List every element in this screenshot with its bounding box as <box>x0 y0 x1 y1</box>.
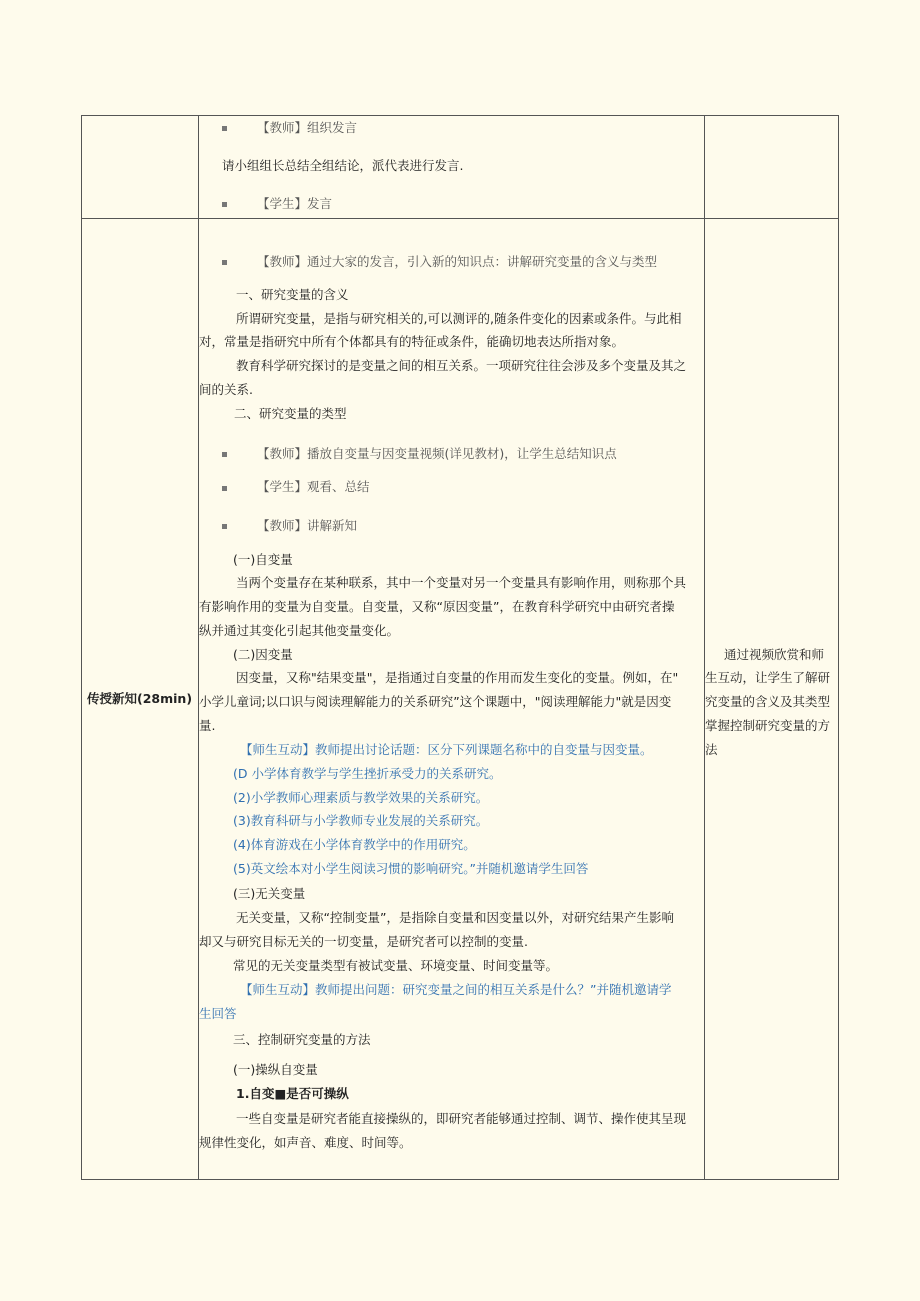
goal-text: 法 <box>705 742 718 757</box>
content-line: 有影响作用的变量为自变量。自变量，又称“原因变量”，在教育科学研究中由研究者操 <box>199 599 675 614</box>
topic-item: (4)体育游戏在小学体育教学中的作用研究。 <box>233 837 476 852</box>
bullet-icon <box>222 452 227 457</box>
column-divider-2 <box>704 115 705 1180</box>
goal-text: 究变量的含义及其类型 <box>705 694 831 709</box>
bullet-icon <box>222 202 227 207</box>
content-line: 【学生】观看、总结 <box>257 479 370 494</box>
content-line: 小学儿童词;以口识与阅读理解能力的关系研究”这个课题中，"阅读理解能力"就是因变 <box>199 694 672 709</box>
goal-text: 通过视频欣赏和师 <box>724 647 825 662</box>
teacher-organize: 【教师】组织发言 <box>257 120 358 135</box>
content-line: 对，常量是指研究中所有个体都具有的特征或条件，能确切地表达所指对象。 <box>199 334 625 349</box>
bullet-icon <box>222 260 227 265</box>
content-line: 【教师】讲解新知 <box>257 518 358 533</box>
bullet-icon <box>222 126 227 131</box>
goal-text: 掌握控制研究变量的方 <box>705 718 831 733</box>
bullet-icon <box>222 524 227 529</box>
content-line: 无关变量，又称“控制变量”，是指除自变量和因变量以外，对研究结果产生影响 <box>236 910 674 925</box>
topic-item: (D 小学体育教学与学生挫折承受力的关系研究。 <box>233 766 502 781</box>
row-divider <box>81 218 839 219</box>
content-line: 【教师】播放自变量与因变量视频(详见教材)，让学生总结知识点 <box>257 446 617 461</box>
content-heading: 一、研究变量的含义 <box>236 287 349 302</box>
content-heading: (三)无关变量 <box>233 886 306 901</box>
content-line: 因变量，又称"结果变量"，是指通过自变量的作用而发生变化的变量。例如，在" <box>236 670 679 685</box>
interaction-line: 生回答 <box>199 1006 237 1021</box>
content-heading: (一)操纵自变量 <box>233 1062 318 1077</box>
content-heading: 三、控制研究变量的方法 <box>233 1032 371 1047</box>
content-line: 纵并通过其变化引起其他变量变化。 <box>199 623 400 638</box>
interaction-line: 【师生互动】教师提出讨论话题：区分下列课题名称中的自变量与因变量。 <box>240 742 653 757</box>
content-line: 规律性变化，如声音、难度、时间等。 <box>199 1135 412 1150</box>
content-line: 【教师】通过大家的发言，引入新的知识点：讲解研究变量的含义与类型 <box>257 254 658 269</box>
content-heading: 二、研究变量的类型 <box>234 406 347 421</box>
content-line: 量. <box>199 718 216 733</box>
content-line: 所谓研究变量，是指与研究相关的,可以测评的,随条件变化的因素或条件。与此相 <box>236 311 682 326</box>
interaction-line: 【师生互动】教师提出问题：研究变量之间的相互关系是什么？”并随机邀请学 <box>240 982 672 997</box>
content-heading: (二)因变量 <box>233 647 293 662</box>
topic-item: (2)小学教师心理素质与教学效果的关系研究。 <box>233 790 489 805</box>
goal-text: 生互动，让学生了解研 <box>705 670 831 685</box>
content-heading: (一)自变量 <box>233 552 293 567</box>
bullet-icon <box>222 486 227 491</box>
content-line: 教育科学研究探讨的是变量之间的相互关系。一项研究往往会涉及多个变量及其之 <box>236 358 687 373</box>
content-subheading: 1.自变■是否可操纵 <box>236 1086 349 1101</box>
content-line: 常见的无关变量类型有被试变量、环境变量、时间变量等。 <box>233 958 559 973</box>
topic-item: (3)教育科研与小学教师专业发展的关系研究。 <box>233 813 489 828</box>
student-speak: 【学生】发言 <box>257 196 333 211</box>
topic-item: (5)英文绘本对小学生阅读习惯的影响研究。”并随机邀请学生回答 <box>233 861 589 876</box>
instruction-text: 请小组组长总结全组结论，派代表进行发言. <box>222 158 464 173</box>
content-line: 当两个变量存在某种联系，其中一个变量对另一个变量具有影响作用，则称那个具 <box>236 575 687 590</box>
content-line: 却又与研究目标无关的一切变量，是研究者可以控制的变量. <box>199 934 528 949</box>
section-label: 传授新知(28min) <box>87 691 193 706</box>
content-line: 间的关系. <box>199 382 253 397</box>
content-line: 一些自变量是研究者能直接操纵的，即研究者能够通过控制、调节、操作使其呈现 <box>236 1111 687 1126</box>
